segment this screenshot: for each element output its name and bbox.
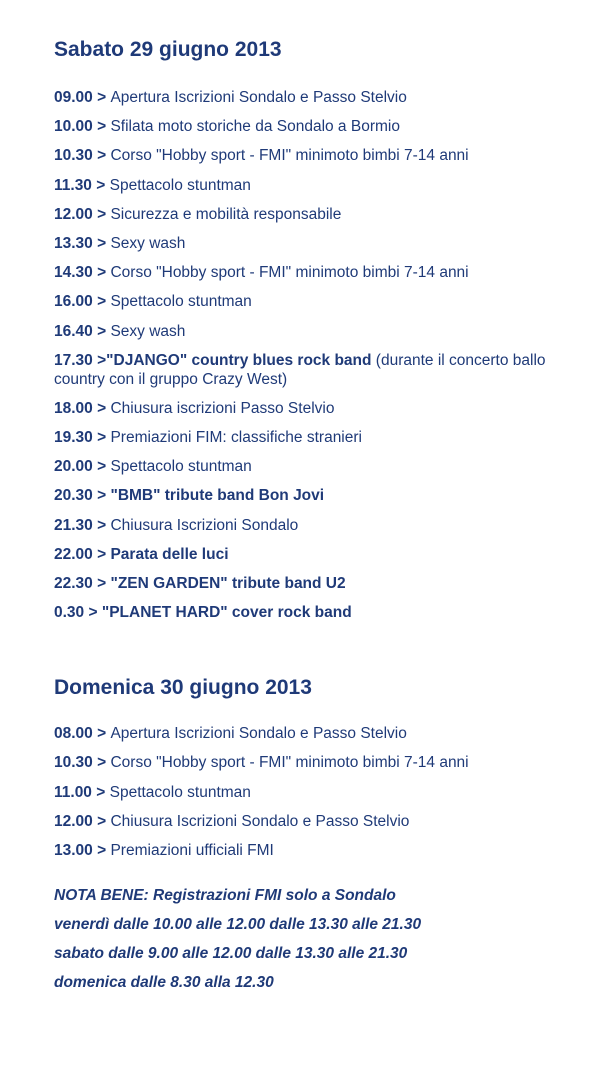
event-time: 13.30 (54, 234, 93, 252)
event-description: Spettacolo stuntman (110, 293, 252, 311)
schedule-item (54, 603, 584, 622)
schedule-item (54, 783, 584, 802)
event-description: Chiusura Iscrizioni Sondalo (110, 516, 299, 534)
schedule-item (54, 399, 584, 418)
event-time: 13.00 (54, 841, 93, 859)
time-separator: > (92, 234, 111, 252)
event-time: 14.30 (54, 264, 93, 282)
time-separator: > (92, 147, 111, 165)
event-description: Corso "Hobby sport - FMI" minimoto bimbi 7-14 anni (110, 754, 469, 772)
event-description: Chiusura Iscrizioni Sondalo e Passo Stelvio (110, 812, 410, 830)
event-time: 12.00 (54, 205, 93, 223)
schedule-item (54, 117, 584, 136)
event-time: 16.00 (54, 293, 93, 311)
schedule-item (54, 516, 584, 535)
note-heading: NOTA BENE: Registrazioni FMI solo a Sondalo (54, 886, 396, 904)
event-highlight: Parata delle luci (110, 545, 229, 563)
schedule-item (54, 428, 584, 447)
schedule-item (54, 753, 584, 772)
note-line-saturday: sabato dalle 9.00 alle 12.00 dalle 13.30 alle 21.30 (54, 944, 408, 962)
schedule-item (54, 263, 584, 282)
event-description: Premiazioni FIM: classifiche stranieri (110, 429, 362, 447)
schedule-item (54, 292, 584, 311)
event-time: 10.00 (54, 118, 93, 136)
time-separator: > (92, 205, 111, 223)
sunday-title: Domenica 30 giugno 2013 (54, 676, 312, 700)
note-line-friday: venerdì dalle 10.00 alle 12.00 dalle 13.30 alle 21.30 (54, 915, 422, 933)
program-page (54, 36, 584, 1002)
event-time: 10.30 (54, 754, 93, 772)
schedule-item (54, 234, 584, 253)
time-separator: > (91, 176, 110, 194)
event-time: 11.00 (54, 783, 92, 801)
event-description: Sexy wash (110, 322, 186, 340)
time-separator: > (92, 264, 111, 282)
time-separator: > (92, 322, 111, 340)
schedule-item (54, 574, 584, 593)
time-separator: > (92, 487, 111, 505)
time-separator: > (91, 783, 110, 801)
time-separator: > (92, 351, 107, 369)
schedule-item (54, 457, 584, 476)
time-separator: > (92, 516, 111, 534)
event-time: 17.30 (54, 351, 93, 369)
event-description: Chiusura iscrizioni Passo Stelvio (110, 399, 335, 417)
event-description: Sexy wash (110, 234, 186, 252)
event-time: 12.00 (54, 812, 93, 830)
time-separator: > (92, 575, 111, 592)
event-description: Sicurezza e mobilità responsabile (110, 205, 342, 223)
time-separator: > (92, 841, 111, 859)
time-separator: > (92, 429, 111, 447)
event-description: Corso "Hobby sport - FMI" minimoto bimbi 7-14 anni (110, 147, 469, 165)
time-separator: > (84, 604, 102, 622)
event-time: 21.30 (54, 516, 93, 534)
event-highlight: "PLANET HARD" cover rock band (101, 604, 352, 622)
note-line-sunday: domenica dalle 8.30 alla 12.30 (54, 973, 274, 991)
registration-note (54, 886, 584, 992)
schedule-item (54, 176, 584, 195)
schedule-item (54, 322, 584, 341)
time-separator: > (92, 545, 111, 563)
event-time: 0.30 (54, 604, 85, 622)
saturday-title: Sabato 29 giugno 2013 (54, 38, 282, 61)
event-time: 09.00 (54, 89, 93, 106)
event-description: Spettacolo stuntman (109, 783, 251, 801)
event-description: Apertura Iscrizioni Sondalo e Passo Stelvio (110, 89, 407, 106)
sunday-schedule (54, 724, 584, 860)
event-time: 08.00 (54, 725, 93, 743)
event-highlight: "DJANGO" country blues rock band (106, 351, 372, 369)
schedule-item (54, 351, 584, 389)
schedule-item (54, 146, 584, 165)
event-description: Spettacolo stuntman (109, 176, 251, 194)
time-separator: > (92, 812, 111, 830)
event-time: 16.40 (54, 322, 93, 340)
event-time: 22.30 (54, 575, 93, 592)
event-description: (durante il concerto ballo country con il gruppo Crazy West) (54, 351, 546, 388)
event-description: Sfilata moto storiche da Sondalo a Bormio (110, 118, 400, 136)
event-description: Spettacolo stuntman (110, 458, 252, 476)
time-separator: > (92, 118, 111, 136)
event-time: 22.00 (54, 545, 93, 563)
schedule-item (54, 841, 584, 860)
saturday-schedule (54, 88, 584, 622)
schedule-item (54, 724, 584, 743)
saturday-section (54, 36, 584, 622)
event-time: 20.00 (54, 458, 93, 476)
event-description: Premiazioni ufficiali FMI (110, 841, 274, 859)
event-highlight: "BMB" tribute band Bon Jovi (110, 487, 325, 505)
event-description: Corso "Hobby sport - FMI" minimoto bimbi 7-14 anni (110, 264, 469, 282)
time-separator: > (92, 725, 111, 743)
time-separator: > (92, 293, 111, 311)
schedule-item (54, 486, 584, 505)
event-description: Apertura Iscrizioni Sondalo e Passo Stelvio (110, 725, 407, 743)
event-time: 11.30 (54, 176, 92, 194)
event-highlight: "ZEN GARDEN" tribute band U2 (110, 575, 346, 592)
event-time: 18.00 (54, 399, 93, 417)
event-time: 10.30 (54, 147, 93, 165)
time-separator: > (92, 754, 111, 772)
sunday-section (54, 674, 584, 860)
time-separator: > (92, 399, 111, 417)
schedule-item (54, 88, 584, 107)
time-separator: > (92, 458, 111, 476)
schedule-item (54, 545, 584, 564)
event-time: 19.30 (54, 429, 93, 447)
schedule-item (54, 812, 584, 831)
time-separator: > (92, 89, 111, 106)
event-time: 20.30 (54, 487, 93, 505)
schedule-item (54, 205, 584, 224)
